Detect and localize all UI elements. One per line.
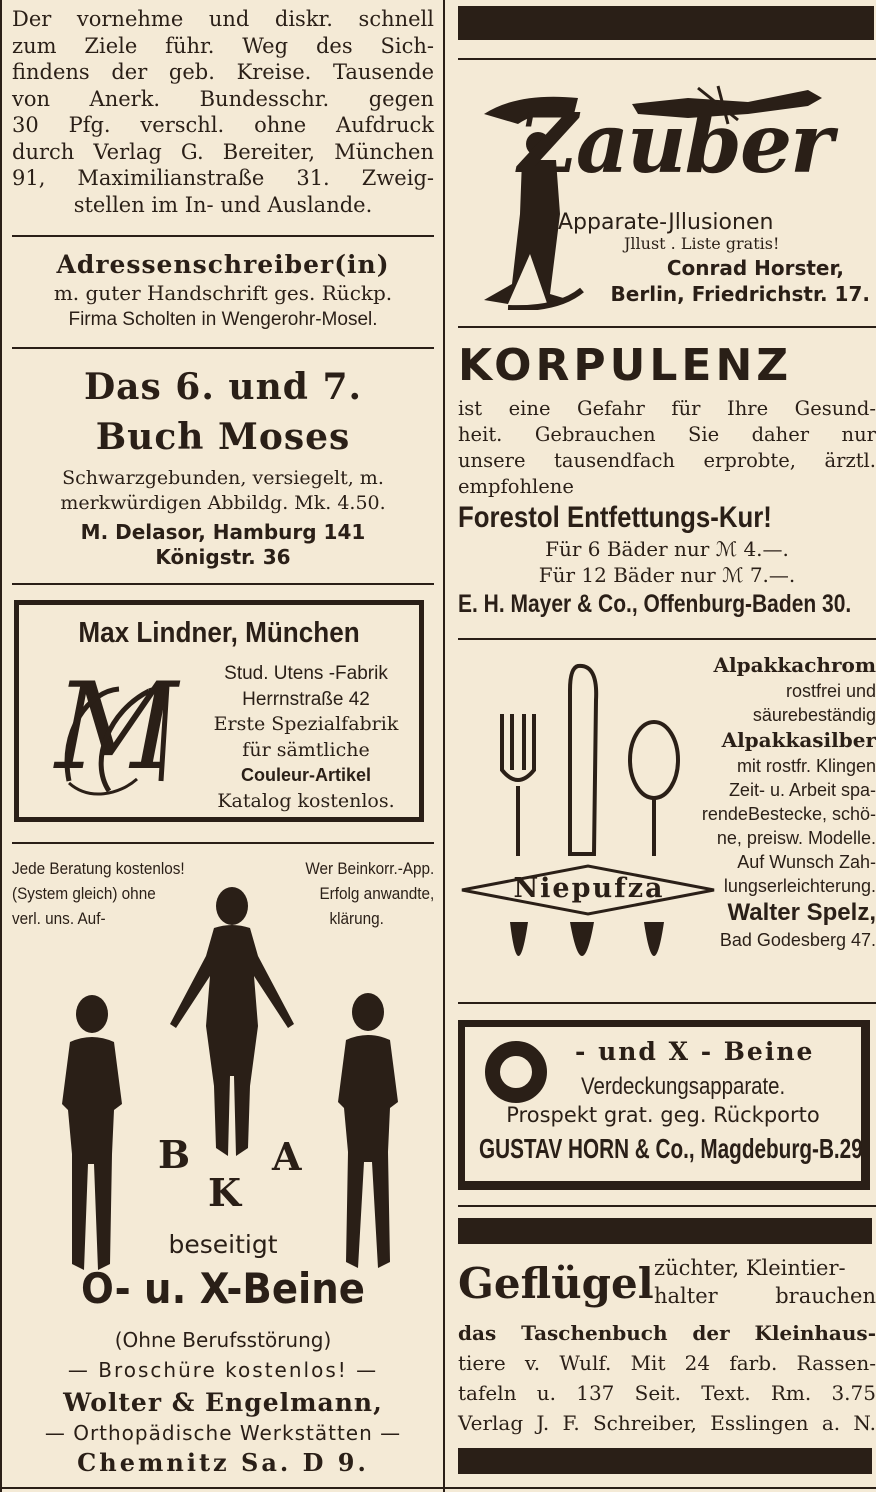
wolter-engelmann: Wolter & Engelmann, (63, 1388, 383, 1417)
column-divider (443, 0, 445, 1492)
letter-k: K (208, 1170, 242, 1215)
divider (458, 638, 876, 640)
monogram-flourish-icon (49, 671, 199, 811)
ad-niepufza (458, 652, 876, 986)
lindner-last: Katalog kostenlos. (217, 789, 395, 812)
divider (458, 1205, 876, 1207)
divider (458, 58, 876, 60)
ad-bka-beine (12, 856, 434, 1486)
bottom-black-bar (458, 1448, 872, 1474)
niepufza-details (680, 652, 876, 952)
moses-text-2: merkwürdigen Abbildg. Mk. 4.50. (60, 492, 386, 514)
beine-tr-line: Wer Beinkorr.-App. (305, 859, 434, 878)
niepufza-s1: säurebeständig (752, 705, 876, 725)
korpulenz-line: empfohlene (458, 475, 574, 498)
beine-tl-line: Jede Beratung kostenlos! (12, 859, 185, 878)
niepufza-brand: Niepufza (513, 873, 665, 904)
beseitigt: beseitigt (168, 1230, 278, 1259)
moses-title-1: Das 6. und 7. (83, 366, 363, 408)
lindner-bold: Couleur-Artikel (240, 765, 372, 785)
ox-beine-headline: O- u. X-Beine (81, 1264, 365, 1313)
beine-tr-line: klärung. (329, 909, 384, 928)
niepufza-s1: rostfrei und (785, 681, 876, 701)
intro-line: 91, Maximilianstraße 31. Zweig- (12, 166, 434, 190)
xbeine-heading: - und X - Beine (575, 1037, 815, 1066)
lindner-line: Herrnstraße 42 (242, 688, 370, 710)
korpulenz-heading: KORPULENZ (458, 340, 793, 391)
moses-title-2: Buch Moses (95, 416, 351, 458)
ohne-berufsstoerung: (Ohne Berufsstörung) (114, 1328, 332, 1352)
zauber-illust: Jllust . Liste gratis! (624, 234, 780, 253)
letter-b: B (158, 1132, 191, 1177)
korpulenz-line: unsere tausendfach erprobte, ärztl. (458, 449, 876, 472)
figure-silhouette-icon (162, 886, 302, 1166)
beine-text-left (12, 856, 185, 931)
beine-tl-line: (System gleich) ohne (12, 884, 156, 903)
intro-line: 30 Pfg. verschl. ohne Aufdruck (12, 113, 434, 137)
intro-line: findens der geb. Kreise. Tausende (12, 60, 434, 84)
ad-bund-intro (12, 6, 434, 218)
lindner-monogram: M (55, 658, 178, 797)
intro-line: zum Ziele führ. Weg des Sich- (12, 33, 434, 58)
bottom-rule (0, 1487, 876, 1489)
zauber-word: Zauber (518, 96, 832, 192)
niepufza-s2: rendeBestecke, schö- (701, 804, 876, 824)
divider (12, 842, 434, 844)
gefluegel-line: Verlag J. F. Schreiber, Esslingen a. N. (458, 1411, 876, 1435)
orthopaedische-werkstaetten: — Orthopädische Werkstätten — (44, 1421, 402, 1445)
divider (12, 347, 434, 349)
gefluegel-line: das Taschenbuch der Kleinhaus- (458, 1321, 876, 1345)
price-12: Für 12 Bäder nur ℳ 7.—. (538, 563, 796, 587)
gustav-horn: GUSTAV HORN & Co., Magdeburg-B.29 (479, 1133, 863, 1164)
niepufza-s2: ne, preisw. Modelle. (716, 828, 876, 848)
ad-adressenschreiber (12, 250, 434, 331)
left-edge-rule (0, 0, 2, 1492)
lindner-title: Max Lindner, München (78, 617, 360, 649)
moses-text-1: Schwarzgebunden, versiegelt, m. (62, 467, 384, 489)
beine-text-right (305, 856, 434, 931)
adressen-firm: Firma Scholten in Wengerohr-Mosel. (68, 309, 378, 330)
niepufza-s2: Auf Wunsch Zah- (737, 852, 876, 872)
price-6: Für 6 Bäder nur ℳ 4.—. (545, 537, 789, 561)
gefluegel-small-1: züchter, Kleintier- (654, 1256, 846, 1280)
top-black-bar (458, 6, 874, 40)
lindner-line: Stud. Utens -Fabrik (224, 663, 388, 684)
divider (458, 326, 876, 328)
intro-line: stellen im In- und Auslande. (73, 192, 373, 217)
gefluegel-line: tiere v. Wulf. Mit 24 farb. Rassen- (458, 1351, 876, 1375)
cutlery-icon (458, 660, 718, 986)
adressen-text: m. guter Handschrift ges. Rückp. (53, 281, 393, 305)
verdeckungsapparate: Verdeckungsapparate. (581, 1073, 786, 1100)
broschuere: — Broschüre kostenlos! — (67, 1358, 379, 1382)
gefluegel-word: Geflügel (458, 1259, 654, 1308)
ad-max-lindner (14, 600, 424, 822)
gefluegel-line: tafeln u. 137 Seit. Text. Rm. 3.75 (458, 1381, 876, 1405)
beine-tl-line: verl. uns. Auf- (12, 909, 106, 928)
zauber-apparate: Apparate-Jllusionen (558, 210, 774, 235)
moses-address-1: M. Delasor, Hamburg 141 (80, 520, 366, 544)
ad-korpulenz (458, 340, 876, 620)
zauber-name: Conrad Horster, (666, 256, 844, 280)
adressen-heading: Adressenschreiber(in) (56, 250, 390, 279)
gefluegel-body (458, 1318, 876, 1438)
chemnitz: Chemnitz Sa. D 9. (77, 1448, 369, 1477)
lindner-details (201, 661, 411, 814)
intro-line: durch Verlag G. Bereiter, München (12, 139, 434, 164)
lindner-line: für sämtliche (242, 738, 370, 761)
prospekt: Prospekt grat. geg. Rückporto (506, 1103, 820, 1127)
korpulenz-line: heit. Gebrauchen Sie daher nur (458, 423, 876, 446)
walter-spelz: Walter Spelz, (727, 899, 876, 926)
moses-address-2: Königstr. 36 (155, 545, 291, 569)
bad-godesberg: Bad Godesberg 47. (719, 930, 876, 950)
divider (12, 235, 434, 237)
korpulenz-text (458, 396, 876, 500)
letter-a: A (272, 1134, 302, 1179)
zauber-address: Berlin, Friedrichstr. 17. (610, 282, 870, 306)
lindner-line: Erste Spezialfabrik (213, 713, 399, 735)
korpulenz-line: ist eine Gefahr für Ihre Gesund- (458, 397, 876, 420)
forestol-product: Forestol Entfettungs-Kur! (458, 501, 772, 534)
black-bar (458, 1218, 872, 1244)
ad-gustav-horn (458, 1020, 870, 1190)
ad-zauber (458, 70, 876, 316)
big-o-mark (485, 1041, 547, 1103)
alpakkasilber: Alpakkasilber (721, 728, 876, 752)
divider (458, 1002, 876, 1004)
beine-tr-line: Erfolg anwandte, (319, 884, 434, 903)
niepufza-s2: mit rostfr. Klingen (736, 756, 876, 776)
intro-line: Der vornehme und diskr. schnell (12, 7, 434, 31)
intro-line: von Anerk. Bundesschr. gegen (12, 86, 434, 111)
alpakkachrom: Alpakkachrom (713, 653, 876, 677)
niepufza-s2: lungserleichterung. (723, 876, 876, 896)
korpulenz-maker: E. H. Mayer & Co., Offenburg-Baden 30. (458, 590, 852, 618)
ad-buch-moses (12, 362, 434, 570)
niepufza-s2: Zeit- u. Arbeit spa- (728, 780, 876, 800)
divider (12, 583, 434, 585)
gefluegel-small-2: halter brauchen (654, 1284, 876, 1308)
